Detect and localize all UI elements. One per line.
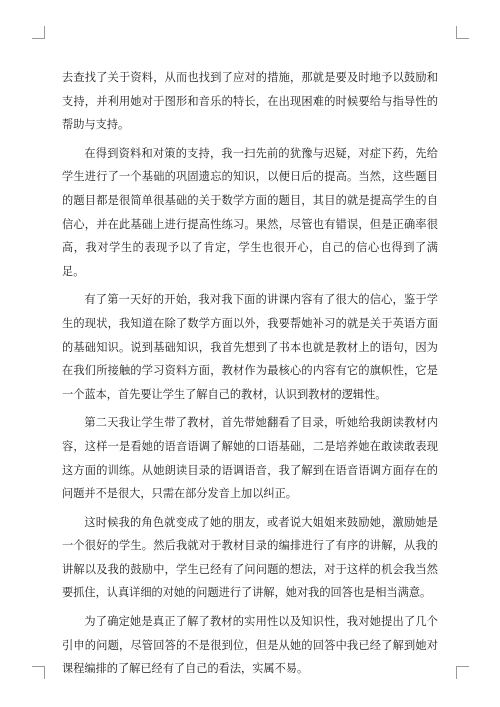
crop-mark-bottom-right	[456, 666, 469, 679]
paragraph-6	[62, 610, 438, 681]
paragraph-line: 为了确定她是真正了解了教材的实用性以及知识性，我对她提出了几个引申的问	[62, 615, 438, 652]
paragraph-line: 的学生。然后我就对于教材目录的编排进行了有序的讲解，从我的讲解以及我的鼓励	[62, 539, 438, 576]
paragraph-line: 教材作为最核心的内容有它的旗帜性，它是一个蓝本，首先要让学生了解自己的教材，	[62, 364, 438, 401]
paragraph-line: 中，学生已经有了问问题的想法，对于这样的机会我当然要抓住，认真详细的对她的	[62, 562, 438, 600]
paragraph-5	[62, 511, 438, 605]
paragraph-line: 很基础的关于数学方面的题目，其目的就是提高学生的自信心，并在此基础上进行提	[62, 193, 438, 231]
paragraph-3	[62, 288, 438, 406]
paragraph-line: 分发音上加以纠正。	[196, 487, 297, 501]
paragraph-line: 生也很开心，自己的信心也得到了满足。	[62, 241, 438, 278]
paragraph-line: 题，尽管回答的不是很到位，但是从她的回答中我已经了解到她对课程编排的了解已	[62, 638, 438, 676]
paragraph-line: 一是看她的语音语调了解她的口语基础，二是培养她在敢读敢表现这方面的训练。从	[62, 439, 438, 477]
paragraph-4	[62, 411, 438, 505]
paragraph-line: 问题进行了讲解，她对我的回答也是相当满意。	[196, 586, 432, 600]
paragraph-2	[62, 142, 438, 284]
paragraph-line: 有了第一天好的开始，我对我下面的讲课内容有了很大的信心，鉴于学生的现状，	[62, 293, 438, 330]
paragraph-line: 了一个基础的巩固遗忘的知识，以便日后的提高。当然，这些题目的题目都是很简单	[62, 170, 438, 207]
paragraph-line: 利用她对于图形和音乐的特长，在出现困难的时候要给与指导性的帮助与支持。	[62, 94, 438, 132]
paragraph-line: 经有了自己的看法，实属不易。	[151, 662, 309, 676]
crop-mark-top-left	[32, 26, 45, 39]
crop-mark-top-right	[456, 26, 469, 39]
paragraph-line: 去查找了关于资料，从而也找到了应对的措施，那就是要及时地予以鼓励和支持，并	[62, 71, 438, 108]
paragraph-line: 她朗读目录的语调语音，我了解到在语音语调方面存在的问题并不是很大，只需在部	[62, 463, 438, 501]
paragraph-line: 认识到教材的逻辑性。	[274, 387, 387, 401]
paragraph-line: 第二天我让学生带了教材，首先带她翻看了目录，听她给我朗读教材内容，这样	[62, 416, 438, 453]
paragraph-line: 础知识，我首先想到了书本也就是教材上的语句，因为在我们所接触的学习资料方面，	[62, 340, 438, 378]
crop-mark-bottom-left	[32, 666, 45, 679]
paragraph-1	[62, 66, 438, 137]
document-body	[62, 66, 438, 686]
paragraph-line: 在得到资料和对策的支持，我一扫先前的犹豫与迟疑，对症下药，先给学生进行	[62, 146, 438, 184]
paragraph-line: 我知道在除了数学方面以外，我要帮她补习的就是关于英语方面的基础知识。说到基	[62, 316, 438, 354]
paragraph-line: 这时候我的角色就变成了她的朋友，或者说大姐姐来鼓励她，激励她是一个很好	[62, 515, 438, 553]
paragraph-line: 高性练习。果然，尽管也有错误，但是正确率很高，我对学生的表现予以了肯定，学	[62, 217, 438, 255]
